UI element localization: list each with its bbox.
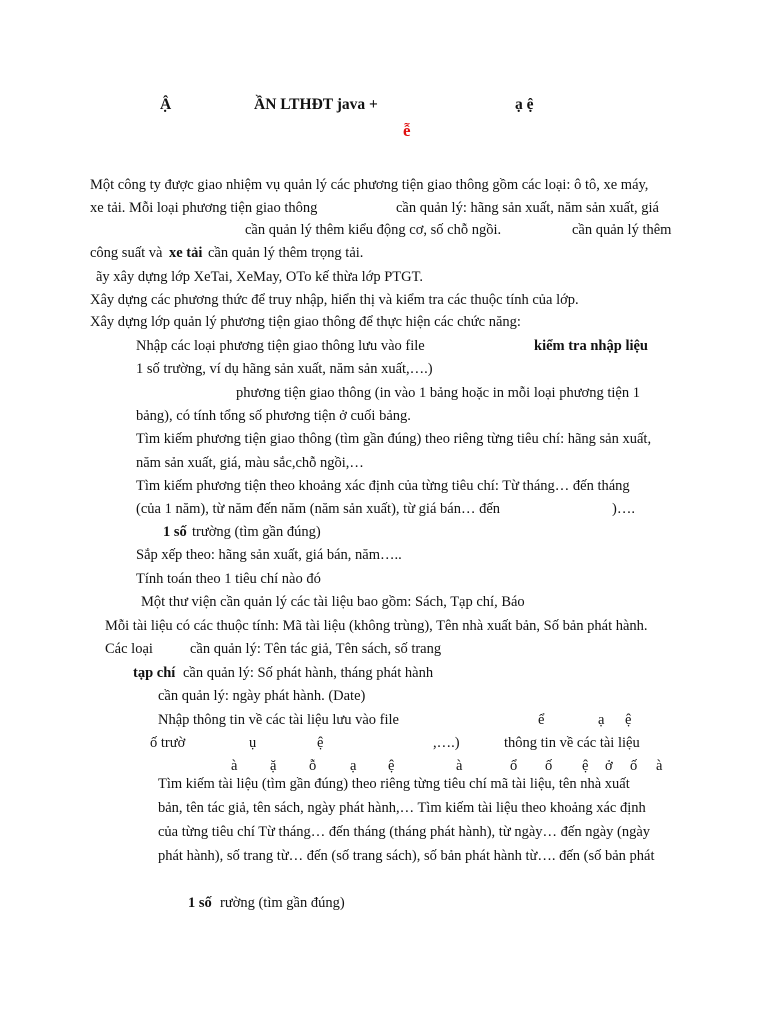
title-part-1: Ậ [160,96,172,113]
lib-item3-char: ổ [510,758,518,774]
lib-item1-b: ể [538,712,545,728]
item3-line-b: năm sản xuất, giá, màu sắc,chỗ ngồi,… [136,455,364,471]
p1-line-3b: cần quản lý thêm [572,222,672,238]
lib-item1-d: ệ [625,712,632,728]
lib-item4-b: bản, tên tác giả, tên sách, ngày phát hành,… Tìm kiếm tài liệu theo khoảng xác định [158,800,646,816]
lib-item2-e: thông tin về các tài liệu [504,735,640,751]
lib-item3-char: ệ [388,758,395,774]
lib-item3-char: à [231,758,238,774]
lib-line-4b: cần quản lý: Số phát hành, tháng phát hành [183,665,434,681]
lib-item5-a: 1 số [188,895,212,911]
lib-item3-char: à [656,758,663,774]
lib-item4-d: phát hành), số trang từ… đến (số trang sách), số bản phát hành từ…. đến (số bản phát [158,848,655,864]
item5-line-b: trường (tìm gần đúng) [192,524,321,540]
lib-item1-a: Nhập thông tin về các tài liệu lưu vào file [158,712,399,728]
p4: Xây dựng lớp quản lý phương tiện giao thông để thực hiện các chức năng: [90,314,521,330]
lib-line-5: cần quản lý: ngày phát hành. (Date) [158,688,366,704]
p2: ãy xây dựng lớp XeTai, XeMay, OTo kế thừa lớp PTGT. [96,269,424,285]
item2-line-b: bảng), có tính tổng số phương tiện ở cuối bảng. [136,408,411,424]
lib-item2-a: ố trườ [150,735,186,751]
item4-line-b: (của 1 năm), từ năm đến năm (năm sản xuất), từ giá bán… đến [136,501,501,517]
lib-item3-char: ặ [270,758,277,774]
lib-item2-b: ụ [249,735,257,751]
item3-line-a: Tìm kiếm phương tiện giao thông (tìm gần đúng) theo riêng từng tiêu chí: hãng sản xuất, [136,431,652,447]
item4-line-a: Tìm kiếm phương tiện theo khoảng xác định của từng tiêu chí: Từ tháng… đến tháng [136,478,630,494]
lib-item2-c: ệ [317,735,324,751]
lib-line-2: Mỗi tài liệu có các thuộc tính: Mã tài liệu (không trùng), Tên nhà xuất bản, Số bản phát hành. [105,618,648,634]
lib-item4-a: Tìm kiếm tài liệu (tìm gần đúng) theo riêng từng tiêu chí mã tài liệu, tên nhà xuất [158,776,630,792]
item1-line-b: kiểm tra nhập liệu [534,338,648,354]
p1-line-2a: xe tải. Mỗi loại phương tiện giao thông [90,200,318,216]
lib-item4-c: của từng tiêu chí Từ tháng… đến tháng (tháng phát hành), từ ngày… đến ngày (ngày [158,824,651,840]
lib-line-1: Một thư viện cần quản lý các tài liệu bao gồm: Sách, Tạp chí, Báo [141,594,525,610]
p1-line-3a: cần quản lý thêm kiểu động cơ, số chỗ ngồi. [245,222,502,238]
lib-item2-d: ,….) [433,735,460,751]
lib-item3-char: à [456,758,463,774]
title-part-3: ạ ệ [515,96,534,113]
lib-item3-char: ở [605,758,613,774]
lib-item3-char: ố [630,758,638,774]
p1-line-4b: xe tải [169,245,203,261]
item4-line-c: )…. [612,501,635,517]
lib-line-4a: tạp chí [133,665,176,681]
item2-line-a: phương tiện giao thông (in vào 1 bảng hoặc in mỗi loại phương tiện 1 [236,385,640,401]
title-part-2: ẦN LTHĐT java + [254,96,378,113]
item7: Tính toán theo 1 tiêu chí nào đó [136,571,321,587]
p1-line-1: Một công ty được giao nhiệm vụ quản lý các phương tiện giao thông gồm các loại: ô tô, xe máy, [90,177,649,193]
p3: Xây dựng các phương thức để truy nhập, hiển thị và kiểm tra các thuộc tính của lớp. [90,292,579,308]
item6: Sắp xếp theo: hãng sản xuất, giá bán, năm….. [136,547,402,563]
p1-line-4a: công suất và [90,245,163,261]
lib-item3-char: ỗ [309,758,317,774]
p1-line-2b: cần quản lý: hãng sản xuất, năm sản xuất, giá [396,200,659,216]
title-red-char: ễ [403,121,411,140]
lib-line-3a: Các loại [105,641,153,657]
item1-line-c: 1 số trường, ví dụ hãng sản xuất, năm sản xuất,….) [136,361,433,377]
lib-line-3b: cần quản lý: Tên tác giả, Tên sách, số trang [190,641,442,657]
lib-item3-char: ệ [582,758,589,774]
p1-line-4c: cần quản lý thêm trọng tải. [208,245,364,261]
lib-item1-c: ạ [598,712,605,728]
item1-line-a: Nhập các loại phương tiện giao thông lưu vào file [136,338,425,354]
lib-item3-char: ố [545,758,553,774]
lib-item5-b: rường (tìm gần đúng) [220,895,345,911]
item5-line-a: 1 số [163,524,187,540]
lib-item3-char: ạ [350,758,357,774]
